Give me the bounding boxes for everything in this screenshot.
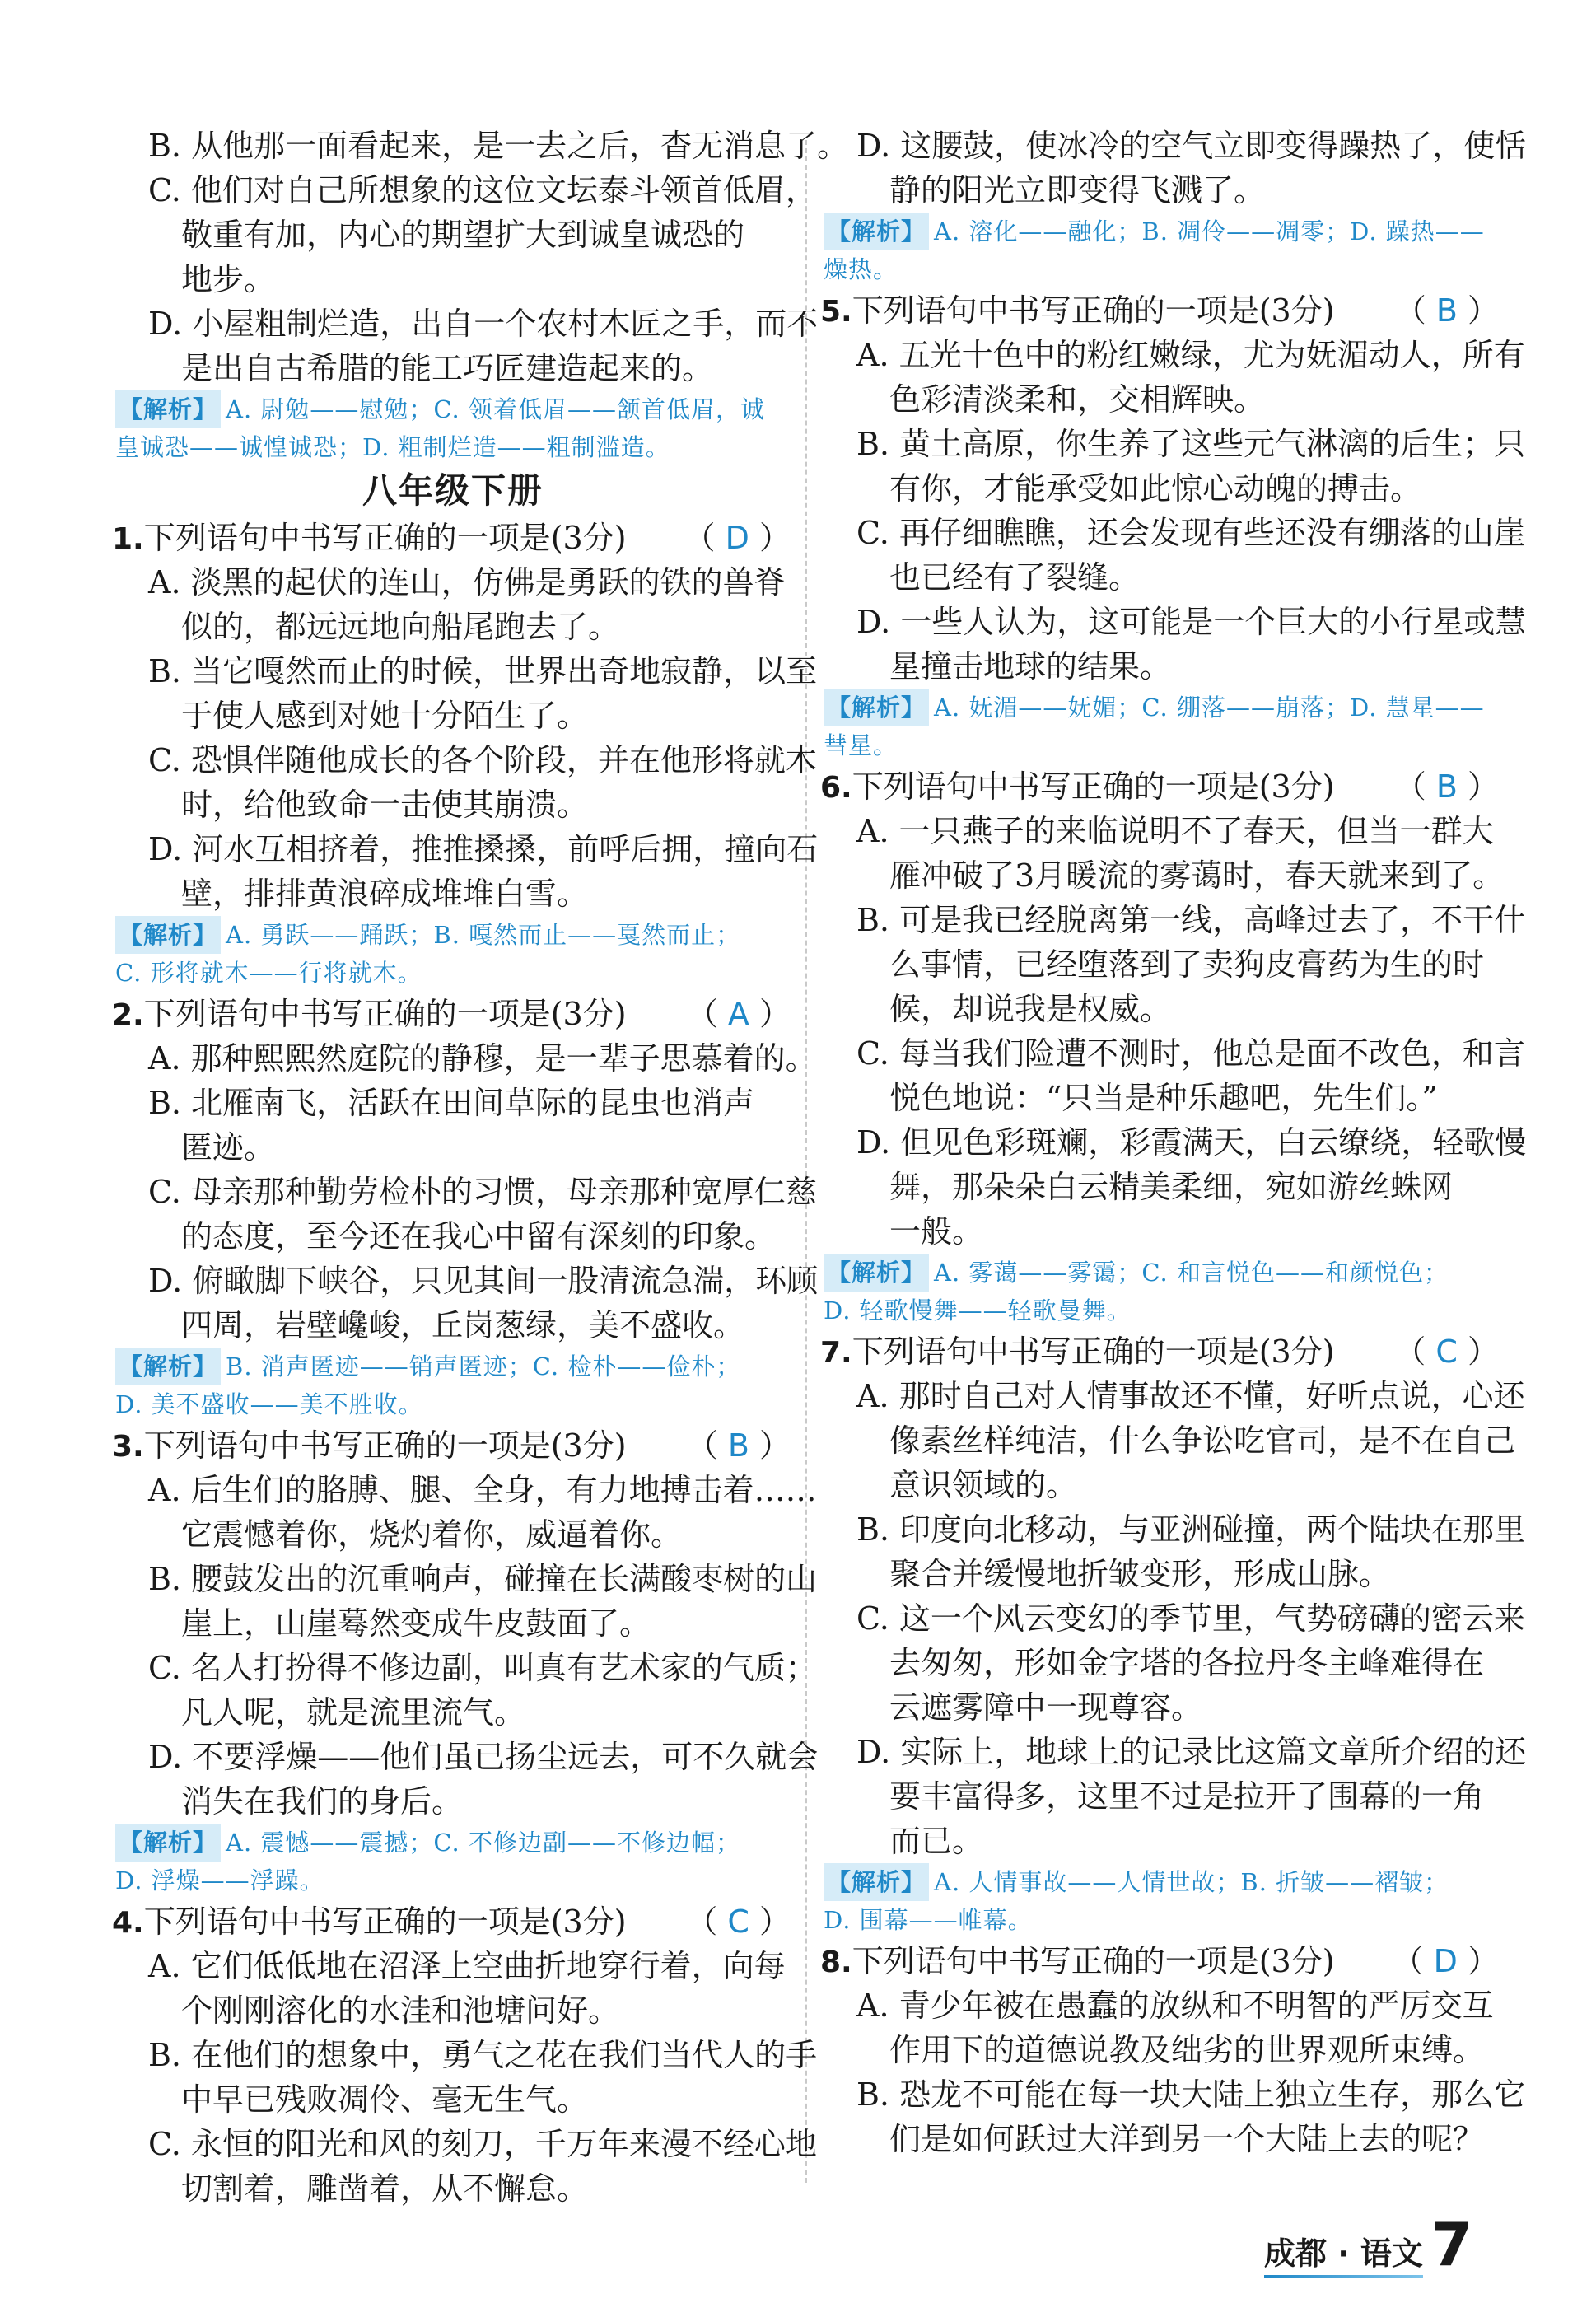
analysis-tag: 【解析】 bbox=[115, 916, 221, 954]
option-continuation: 个刚刚溶化的水洼和池塘问好。 bbox=[181, 1992, 620, 2029]
analysis-line bbox=[115, 954, 791, 992]
question-stem bbox=[112, 1899, 791, 1944]
analysis-text: A. 尉勉——慰勉；C. 领着低眉——颔首低眉，诚 bbox=[226, 395, 765, 423]
question-stem bbox=[820, 1939, 1499, 1983]
analysis-line bbox=[115, 390, 791, 428]
footer-label: 成都 · 语文 bbox=[1264, 2228, 1423, 2273]
paren-close: ） bbox=[749, 996, 791, 1032]
analysis-text: A. 人情事故——人情世故；B. 折皱——褶皱； bbox=[934, 1868, 1449, 1896]
answer-letter: B bbox=[727, 1427, 749, 1464]
option-line: D. 一些人认为，这可能是一个巨大的小行星或慧 bbox=[856, 604, 1527, 640]
option-line: C. 名人打扮得不修边副，叫真有艺术家的气质； bbox=[148, 1650, 817, 1686]
analysis-line bbox=[115, 1862, 791, 1899]
analysis-text: A. 妩湄——妩媚；C. 绷落——崩落；D. 慧星—— bbox=[934, 694, 1485, 722]
option-line: D. 不要浮燥——他们虽已扬尘远去，可不久就会 bbox=[148, 1739, 819, 1775]
option-continuation: 凡人呢，就是流里流气。 bbox=[181, 1694, 526, 1731]
analysis-text: A. 震憾——震撼；C. 不修边副——不修边幅； bbox=[226, 1829, 740, 1857]
answer-letter: A bbox=[727, 996, 749, 1032]
analysis-line bbox=[115, 1385, 791, 1423]
option-continuation: 匿迹。 bbox=[181, 1129, 276, 1166]
option-continuation: 作用下的道德说教及绌劣的世界观所束缚。 bbox=[889, 2032, 1485, 2068]
option-continuation: 的态度，至今还在我心中留有深刻的印象。 bbox=[181, 1218, 777, 1254]
option-line: A. 一只燕子的来临说明不了春天，但当一群大 bbox=[856, 813, 1494, 849]
option-continuation: 一般。 bbox=[889, 1213, 984, 1250]
question-block bbox=[820, 764, 1527, 1329]
option-line: D. 小屋粗制烂造，出自一个农村木匠之手，而不 bbox=[148, 306, 819, 342]
paren-close: ） bbox=[1457, 1334, 1499, 1370]
paren-open: （ bbox=[1394, 1334, 1436, 1370]
question-text: 下列语句中书写正确的一项是(3分) bbox=[143, 1427, 627, 1464]
question-text: 下列语句中书写正确的一项是(3分) bbox=[852, 768, 1335, 805]
answer-bracket bbox=[1393, 1939, 1499, 1983]
option-line: A. 它们低低地在沼泽上空曲折地穿行着，向每 bbox=[148, 1948, 786, 1984]
answer-bracket bbox=[684, 516, 791, 560]
paren-close: ） bbox=[1457, 1943, 1499, 1979]
analysis-text: D. 美不盛收——美不胜收。 bbox=[115, 1390, 423, 1418]
page-number: 7 bbox=[1430, 2210, 1472, 2279]
answer-letter: D bbox=[725, 520, 749, 556]
analysis-tag: 【解析】 bbox=[824, 213, 929, 250]
option-line: C. 再仔细瞧瞧，还会发现有些还没有绷落的山崖 bbox=[856, 515, 1525, 551]
analysis-text: A. 溶化——融化；B. 凋伶——凋零；D. 躁热—— bbox=[934, 217, 1485, 245]
column-divider bbox=[805, 140, 807, 2183]
paren-open: （ bbox=[686, 1904, 728, 1940]
option-continuation: 似的，都远远地向船尾跑去了。 bbox=[181, 609, 620, 645]
option-line: B. 在他们的想象中，勇气之花在我们当代人的手 bbox=[148, 2037, 818, 2073]
answer-bracket bbox=[687, 1423, 791, 1468]
answer-bracket bbox=[687, 992, 791, 1036]
option-line: C. 这一个风云变幻的季节里，气势磅礴的密云来 bbox=[856, 1600, 1525, 1637]
paren-open: （ bbox=[684, 520, 726, 556]
analysis-text: 皇诚恐——诚惶诚恐；D. 粗制烂造——粗制滥造。 bbox=[115, 433, 670, 461]
analysis-text: A. 雾蔼——雾霭；C. 和言悦色——和颜悦色； bbox=[934, 1259, 1449, 1287]
analysis-line bbox=[115, 1348, 791, 1385]
option-continuation: 色彩清淡柔和，交相辉映。 bbox=[889, 381, 1266, 418]
analysis-text: D. 围幕——帷幕。 bbox=[824, 1906, 1033, 1934]
option-continuation: 候，却说我是权威。 bbox=[889, 991, 1172, 1027]
option-line: C. 母亲那种勤劳检朴的习惯，母亲那种宽厚仁慈 bbox=[148, 1174, 817, 1210]
answer-letter: D bbox=[1433, 1943, 1458, 1979]
question-number: 6. bbox=[820, 771, 852, 805]
analysis-line bbox=[115, 1824, 791, 1862]
question-stem bbox=[820, 764, 1499, 809]
option-continuation: 像素丝样纯洁，什么争讼吃官司，是不在自己 bbox=[889, 1422, 1516, 1459]
analysis-tag: 【解析】 bbox=[824, 1863, 929, 1901]
question-block bbox=[112, 1423, 819, 1899]
paren-open: （ bbox=[1394, 292, 1436, 329]
option-continuation: 于使人感到对她十分陌生了。 bbox=[181, 698, 589, 734]
option-continuation: 意识领域的。 bbox=[889, 1467, 1078, 1503]
option-line: B. 当它嘎然而止的时候，世界出奇地寂静，以至 bbox=[148, 653, 818, 689]
option-line: C. 永恒的阳光和风的刻刀，千万年来漫不经心地 bbox=[148, 2126, 817, 2162]
question-stem bbox=[112, 1423, 791, 1468]
option-continuation: 们是如何跃过大洋到另一个大陆上去的呢？ bbox=[889, 2121, 1485, 2157]
question-number: 2. bbox=[112, 998, 144, 1032]
analysis-text: D. 浮燥——浮躁。 bbox=[115, 1866, 324, 1894]
answer-letter: B bbox=[1435, 768, 1458, 805]
option-continuation: 切割着，雕凿着，从不懈怠。 bbox=[181, 2170, 589, 2207]
paren-open: （ bbox=[1394, 768, 1436, 805]
analysis-line bbox=[824, 250, 1499, 288]
option-line: B. 可是我已经脱离第一线，高峰过去了，不干什 bbox=[856, 902, 1526, 938]
question-text: 下列语句中书写正确的一项是(3分) bbox=[852, 292, 1335, 329]
answer-bracket bbox=[1395, 288, 1499, 333]
paren-open: （ bbox=[686, 1427, 728, 1464]
option-continuation: 去匆匆，形如金字塔的各拉丹冬主峰难得在 bbox=[889, 1645, 1485, 1681]
option-line: B. 恐龙不可能在每一块大陆上独立生存，那么它 bbox=[856, 2076, 1526, 2113]
paren-close: ） bbox=[749, 1427, 791, 1464]
question-block bbox=[820, 1939, 1526, 2161]
option-continuation: 是出自古希腊的能工巧匠建造起来的。 bbox=[181, 350, 714, 386]
question-block bbox=[820, 1329, 1527, 1939]
page-footer bbox=[1263, 2210, 1472, 2279]
option-continuation: 中早已残败凋伶、毫无生气。 bbox=[181, 2081, 589, 2118]
option-continuation: 么事情，已经堕落到了卖狗皮膏药为生的时 bbox=[889, 946, 1485, 983]
question-number: 3. bbox=[112, 1430, 144, 1464]
option-continuation: 而已。 bbox=[889, 1823, 984, 1859]
answer-letter: B bbox=[1435, 292, 1458, 329]
option-line: A. 淡黑的起伏的连山，仿佛是勇跃的铁的兽脊 bbox=[148, 564, 786, 600]
analysis-line bbox=[824, 1863, 1499, 1901]
option-continuation: 云遮雾障中一现尊容。 bbox=[889, 1689, 1203, 1726]
option-line: B. 印度向北移动，与亚洲碰撞，两个陆块在那里 bbox=[856, 1511, 1526, 1548]
analysis-tag: 【解析】 bbox=[115, 1348, 221, 1385]
analysis-line bbox=[824, 689, 1499, 726]
question-stem bbox=[820, 288, 1499, 333]
paren-open: （ bbox=[1392, 1943, 1434, 1979]
question-block bbox=[820, 288, 1527, 764]
analysis-text: C. 形将就木——行将就木。 bbox=[115, 959, 422, 987]
option-line: D. 但见色彩斑斓，彩霞满天，白云缭绕，轻歌慢 bbox=[856, 1124, 1527, 1161]
paren-open: （ bbox=[686, 996, 728, 1032]
question-number: 5. bbox=[820, 295, 852, 329]
question-block bbox=[112, 516, 819, 992]
option-continuation: 静的阳光立即变得飞溅了。 bbox=[889, 172, 1266, 208]
left-column bbox=[112, 124, 849, 2211]
answer-bracket bbox=[1394, 1329, 1499, 1374]
analysis-line bbox=[824, 726, 1499, 764]
answer-bracket bbox=[686, 1899, 791, 1944]
question-number: 1. bbox=[112, 522, 144, 556]
paren-close: ） bbox=[1457, 768, 1499, 805]
analysis-line bbox=[115, 428, 791, 466]
option-continuation: 星撞击地球的结果。 bbox=[889, 648, 1172, 684]
option-line: D. 俯瞰脚下峡谷，只见其间一股清流急湍，环顾 bbox=[148, 1263, 819, 1299]
option-continuation: 崖上，山崖蓦然变成牛皮鼓面了。 bbox=[181, 1605, 651, 1642]
option-line: C. 他们对自己所想象的这位文坛泰斗领首低眉， bbox=[148, 172, 817, 208]
analysis-text: B. 消声匿迹——销声匿迹；C. 检朴——俭朴； bbox=[226, 1352, 741, 1380]
analysis-line bbox=[824, 213, 1499, 250]
option-line: B. 腰鼓发出的沉重响声，碰撞在长满酸枣树的山 bbox=[148, 1561, 818, 1597]
answer-letter: C bbox=[1435, 1334, 1458, 1370]
option-continuation: 地步。 bbox=[181, 261, 276, 297]
question-stem bbox=[112, 516, 791, 560]
question-block bbox=[112, 1899, 818, 2211]
option-continuation: 雁冲破了3月暖流的雾蔼时，春天就来到了。 bbox=[889, 857, 1505, 894]
question-stem bbox=[112, 992, 791, 1036]
option-line: B. 北雁南飞，活跃在田间草际的昆虫也消声 bbox=[148, 1085, 755, 1121]
option-continuation: 四周，岩壁巉峻，丘岗葱绿，美不盛收。 bbox=[181, 1307, 745, 1343]
option-line: B. 从他那一面看起来，是一去之后，杳无消息了。 bbox=[148, 128, 849, 164]
question-text: 下列语句中书写正确的一项是(3分) bbox=[852, 1943, 1335, 1979]
option-continuation: 也已经有了裂缝。 bbox=[889, 559, 1141, 596]
right-column bbox=[820, 124, 1527, 2161]
option-continuation: 舞，那朵朵白云精美柔细，宛如游丝蛛网 bbox=[889, 1169, 1454, 1205]
analysis-text: D. 轻歌慢舞——轻歌曼舞。 bbox=[824, 1296, 1132, 1324]
option-line: D. 河水互相挤着，推推搡搡，前呼后拥，撞向石 bbox=[148, 831, 819, 867]
analysis-tag: 【解析】 bbox=[824, 1254, 929, 1292]
option-continuation: 时，给他致命一击使其崩溃。 bbox=[181, 787, 589, 823]
analysis-line bbox=[115, 916, 791, 954]
question-stem bbox=[820, 1329, 1499, 1374]
option-continuation: 要丰富得多，这里不过是拉开了围幕的一角 bbox=[889, 1778, 1485, 1815]
option-line: C. 恐惧伴随他成长的各个阶段，并在他形将就木 bbox=[148, 742, 817, 778]
analysis-tag: 【解析】 bbox=[824, 689, 929, 726]
analysis-text: 彗星。 bbox=[824, 731, 898, 759]
question-text: 下列语句中书写正确的一项是(3分) bbox=[852, 1334, 1335, 1370]
option-continuation: 消失在我们的身后。 bbox=[181, 1783, 464, 1820]
analysis-tag: 【解析】 bbox=[115, 390, 221, 428]
question-block bbox=[112, 992, 819, 1423]
analysis-line bbox=[824, 1901, 1499, 1939]
question-number: 8. bbox=[820, 1946, 852, 1979]
paren-close: ） bbox=[749, 1904, 791, 1940]
option-continuation: 有你，才能承受如此惊心动魄的搏击。 bbox=[889, 470, 1422, 507]
answer-letter: C bbox=[727, 1904, 749, 1940]
analysis-line bbox=[824, 1292, 1499, 1329]
analysis-text: A. 勇跃——踊跃；B. 嘎然而止——戛然而止； bbox=[226, 921, 741, 949]
section-title: 八年级下册 bbox=[362, 470, 544, 511]
question-text: 下列语句中书写正确的一项是(3分) bbox=[143, 1904, 627, 1940]
option-line: D. 实际上，地球上的记录比这篇文章所介绍的还 bbox=[856, 1734, 1527, 1770]
option-line: A. 那种熙熙然庭院的静穆，是一辈子思慕着的。 bbox=[148, 1040, 817, 1077]
paren-close: ） bbox=[1457, 292, 1499, 329]
option-continuation: 聚合并缓慢地折皱变形，形成山脉。 bbox=[889, 1556, 1391, 1592]
option-line: D. 这腰鼓，使冰冷的空气立即变得躁热了，使恬 bbox=[856, 128, 1527, 164]
analysis-text: 燥热。 bbox=[824, 255, 898, 283]
option-continuation: 壁，排排黄浪碎成堆堆白雪。 bbox=[181, 876, 589, 912]
option-line: A. 那时自己对人情事故还不懂，好听点说，心还 bbox=[856, 1378, 1525, 1414]
option-line: A. 五光十色中的粉红嫩绿，尤为妩湄动人，所有 bbox=[856, 337, 1525, 373]
question-text: 下列语句中书写正确的一项是(3分) bbox=[143, 996, 627, 1032]
option-continuation: 它震憾着你，烧灼着你，威逼着你。 bbox=[181, 1516, 683, 1553]
analysis-line bbox=[824, 1254, 1499, 1292]
option-line: A. 青少年被在愚蠢的放纵和不明智的严厉交互 bbox=[856, 1988, 1494, 2024]
analysis-tag: 【解析】 bbox=[115, 1824, 221, 1862]
answer-bracket bbox=[1395, 764, 1499, 809]
question-number: 4. bbox=[112, 1906, 144, 1940]
option-line: A. 后生们的胳膊、腿、全身，有力地搏击着…… bbox=[148, 1472, 817, 1508]
option-continuation: 敬重有加，内心的期望扩大到诚皇诚恐的 bbox=[181, 217, 745, 253]
option-line: C. 每当我们险遭不测时，他总是面不改色，和言 bbox=[856, 1035, 1525, 1072]
question-text: 下列语句中书写正确的一项是(3分) bbox=[143, 520, 627, 556]
question-number: 7. bbox=[820, 1336, 852, 1370]
paren-close: ） bbox=[749, 520, 791, 556]
option-line: B. 黄土高原，你生养了这些元气淋漓的后生；只 bbox=[856, 426, 1526, 462]
option-continuation: 悦色地说：“只当是种乐趣吧，先生们。” bbox=[889, 1080, 1438, 1116]
